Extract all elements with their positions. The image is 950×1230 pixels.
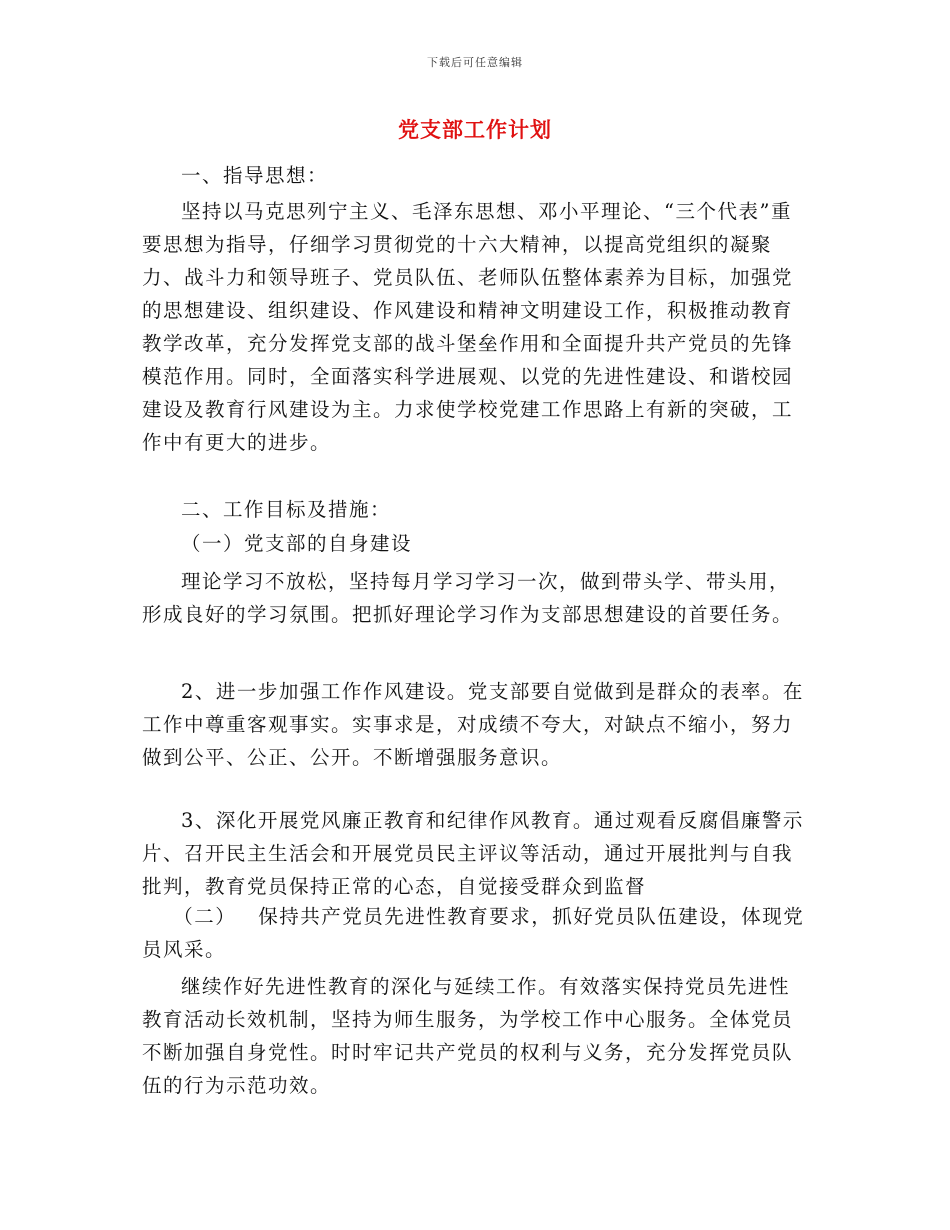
page-header: 下载后可任意编辑	[427, 56, 523, 69]
guide-paragraph: 坚持以马克思列宁主义、毛泽东思想、邓小平理论、“三个代表”重要思想为指导，仔细学习贯彻党的十六大精神，以提高党组织的凝聚力、战斗力和领导班子、党员队伍、老师队伍整体素养为目标，加强党的思想建设、组织建设、作风建设和精神文明建设工作，积极推动教育教学改革，充分发挥党支部的战斗堡垒作用和全面提升共产党员的先锋模范作用。同时，全面落实科学进展观、以党的先进性建设、和谐校园建设及教育行风建设为主。力求使学校党建工作思路上有新的突破，工作中有更大的进步。	[142, 200, 794, 454]
guide-heading: 一、指导思想：	[181, 164, 329, 187]
work-style-paragraph: 2、进一步加强工作作风建设。党支部要自觉做到是群众的表率。在工作中尊重客观事实。实事求是，对成绩不夸大，对缺点不缩小，努力做到公平、公正、公开。不断增强服务意识。	[142, 680, 804, 769]
document-title: 党支部工作计划	[398, 117, 552, 142]
continued-education-paragraph: 继续作好先进性教育的深化与延续工作。有效落实保持党员先进性教育活动长效机制，坚持为师生服务，为学校工作中心服务。全体党员不断加强自身党性。时时牢记共产党员的权利与义务，充分发挥党员队伍的行为示范功效。	[142, 975, 794, 1097]
theory-study-paragraph: 理论学习不放松，坚持每月学习学习一次，做到带头学、带头用，形成良好的学习氛围。把抓好理论学习作为支部思想建设的首要任务。	[142, 570, 794, 626]
integrity-education-paragraph: 3、深化开展党风廉正教育和纪律作风教育。通过观看反腐倡廉警示片、召开民主生活会和开展党员民主评议等活动，通过开展批判与自我批判，教育党员保持正常的心态，自觉接受群众到监督	[142, 809, 804, 898]
subsection-2-heading	[142, 900, 807, 966]
subsection-2-label: （二）	[173, 905, 237, 928]
goals-heading: 二、工作目标及措施：	[181, 498, 392, 521]
subsection-1-heading: （一）党支部的自身建设	[181, 532, 413, 555]
subsection-2-text: 保持共产党员先进性教育要求，抓好党员队伍建设，体现党员风采。	[142, 905, 805, 961]
